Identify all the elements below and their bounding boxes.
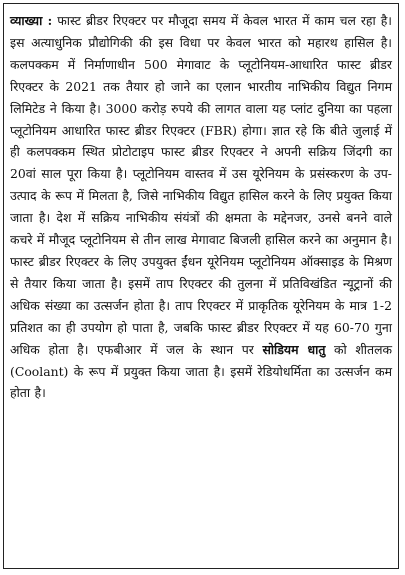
explanation-text-part-2: को शीतलक (Coolant) के रूप में प्रयुक्त किया जाता है। इसमें रेडियोधर्मिता का उत्सर्जन कम होता है। [10,341,392,401]
explanation-box [3,3,399,569]
explanation-paragraph [10,10,392,404]
sodium-metal-term: सोडियम धातु [262,341,326,357]
explanation-lead: व्याख्या : [10,13,53,28]
explanation-text-part-1: फास्ट ब्रीडर रिएक्टर पर मौजूदा समय में केवल भारत में काम चल रहा है। इस अत्याधुनिक प्रौद्योगिकी की इस विधा पर केवल भारत को महारथ हासिल है। कलपक्कम में निर्माणाधीन 500 मेगावाट के प्लूटोनियम-आधारित फास्ट ब्रीडर रिएक्टर के 2021 तक तैयार हो जाने का एलान भारतीय नाभिकीय विद्युत निगम लिमिटेड ने किया है। 3000 करोड़ रुपये की लागत वाला यह प्लांट दुनिया का पहला प्लूटोनियम आधारित फास्ट ब्रीडर रिएक्टर (FBR) होगा। ज्ञात रहे कि बीते जुलाई में ही कलपक्कम स्थित प्रोटोटाइप फास्ट ब्रीडर रिएक्टर ने अपनी सक्रिय जिंदगी का 20वां साल पूरा किया है। प्लूटोनियम वास्तव में उस यूरेनियम के प्रसंस्करण के उप-उत्पाद के रूप में मिलता है, जिसे नाभिकीय विद्युत हासिल करने के लिए प्रयुक्त किया जाता है। देश में सक्रिय नाभिकीय संयंत्रों की क्षमता के मद्देनजर, उनसे बनने वाले कचरे में मौजूद प्लूटोनियम से तीन लाख मेगावाट बिजली हासिल करने का अनुमान है। फास्ट ब्रीडर रिएक्टर के लिए उपयुक्त ईंधन यूरेनियम प्लूटोनियम ऑक्साइड के मिश्रण से तैयार किया जाता है। इसमें ताप रिएक्टर की तुलना में प्रतिविखंडित न्यूट्रानों की अधिक संख्या का उत्सर्जन होता है। ताप रिएक्टर में प्राकृतिक यूरेनियम के मात्र 1-2 प्रतिशत का ही उपयोग हो पाता है, जबकि फास्ट ब्रीडर रिएक्टर में यह 60-70 गुना अधिक होता है। एफबीआर में जल के स्थान पर [10,13,392,357]
